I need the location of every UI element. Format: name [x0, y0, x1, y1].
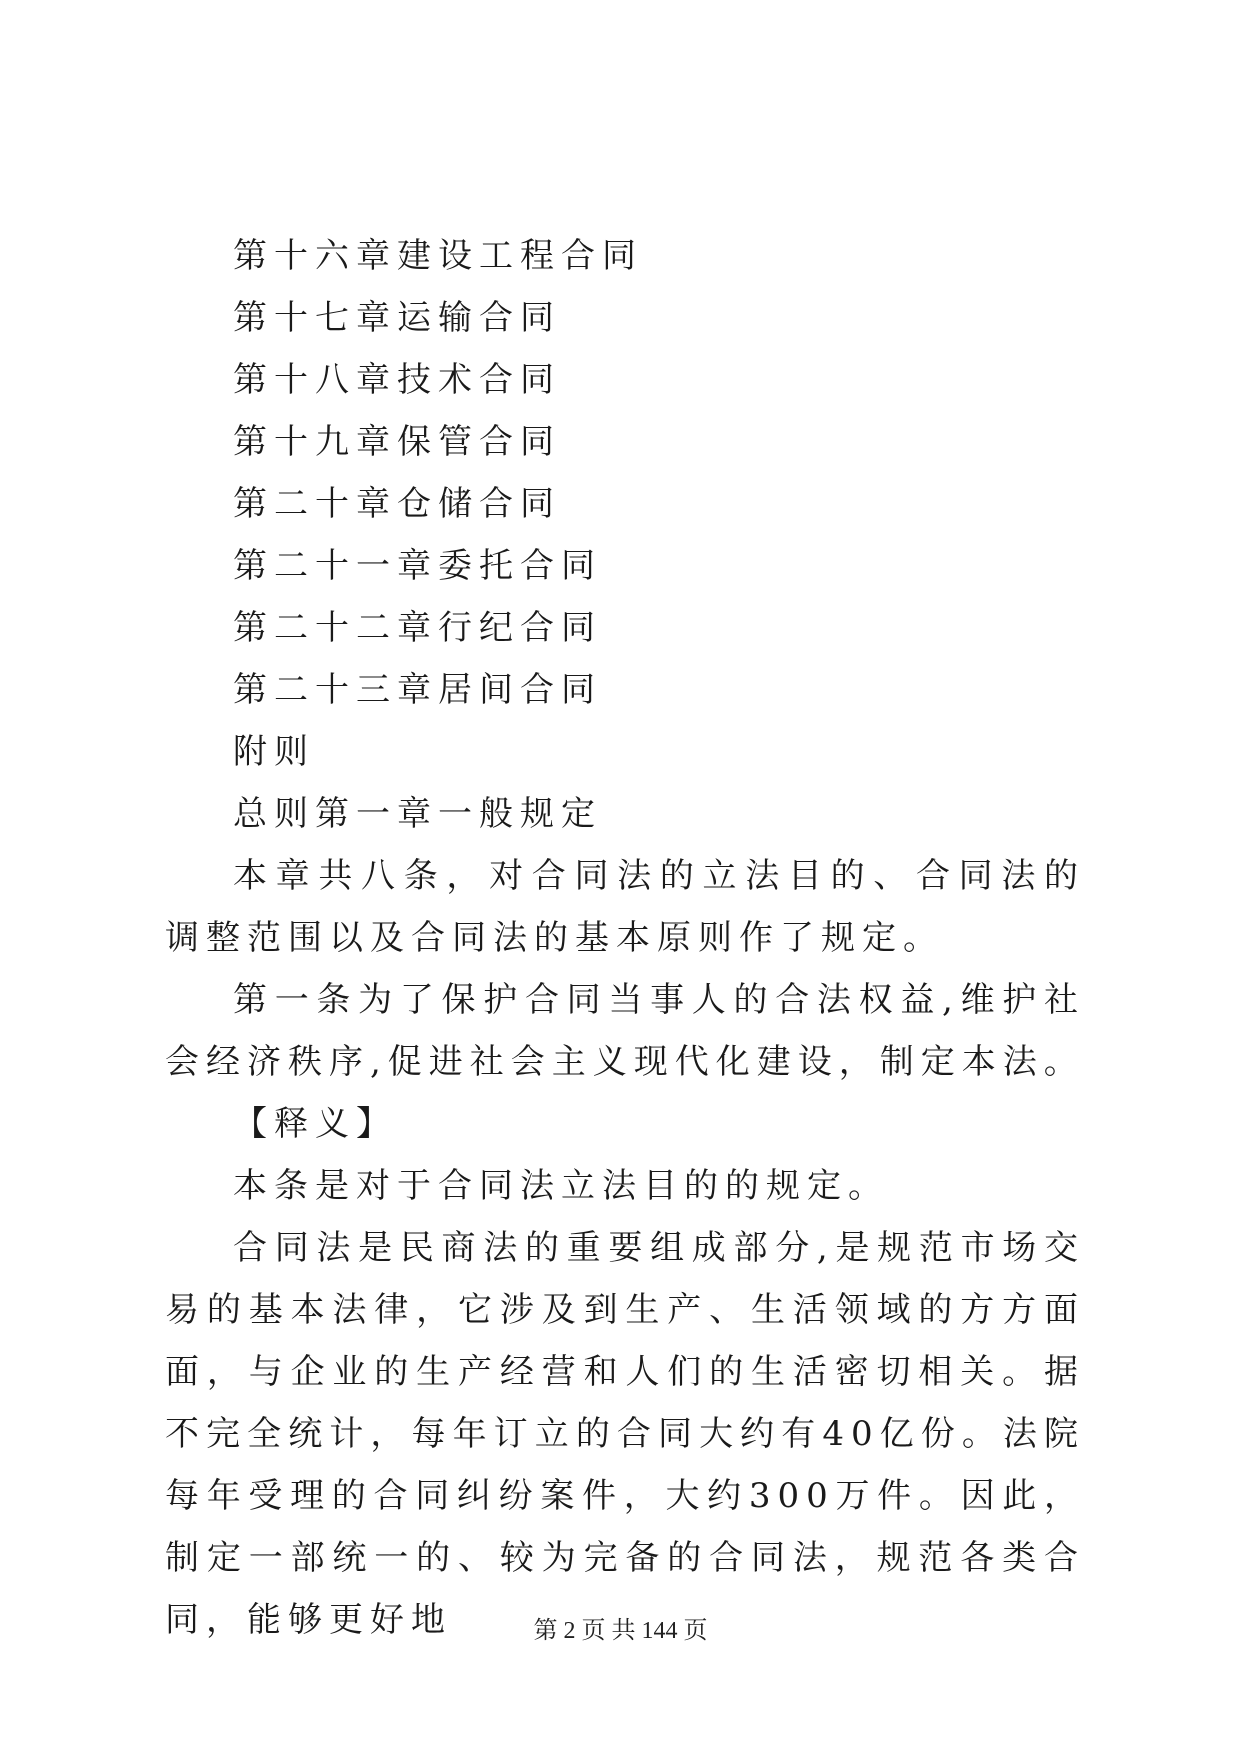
- section-heading: 总则第一章一般规定: [233, 794, 602, 834]
- annotation-label: 【释义】: [233, 1104, 397, 1144]
- toc-item-chapter-19: 第十九章保管合同: [233, 422, 561, 462]
- chapter-summary-paragraph: 本章共八条，对合同法的立法目的、合同法的调整范围以及合同法的基本原则作了规定。: [165, 856, 1085, 958]
- annotation-paragraph: 本条是对于合同法立法目的的规定。: [233, 1166, 889, 1206]
- toc-item-chapter-17: 第十七章运输合同: [233, 298, 561, 338]
- page-footer: 第 2 页 共 144 页: [533, 1618, 708, 1644]
- toc-item-chapter-23: 第二十三章居间合同: [233, 670, 602, 710]
- toc-item-appendix: 附则: [233, 732, 315, 772]
- annotation-paragraph: 合同法是民商法的重要组成部分,是规范市场交易的基本法律，它涉及到生产、生活领域的方方面面，与企业的生产经营和人们的生活密切相关。据不完全统计，每年订立的合同大约有40亿份。法院每年受理的合同纠纷案件，大约300万件。因此，制定一部统一的、较为完备的合同法，规范各类合同，能够更好地: [165, 1228, 1085, 1640]
- page-body: [165, 225, 1085, 1651]
- toc-item-chapter-22: 第二十二章行纪合同: [233, 608, 602, 648]
- toc-item-chapter-18: 第十八章技术合同: [233, 360, 561, 400]
- toc-item-chapter-21: 第二十一章委托合同: [233, 546, 602, 586]
- toc-item-chapter-20: 第二十章仓储合同: [233, 484, 561, 524]
- toc-item-chapter-16: 第十六章建设工程合同: [233, 236, 643, 276]
- article-one-paragraph: 第一条为了保护合同当事人的合法权益,维护社会经济秩序,促进社会主义现代化建设，制定本法。: [165, 980, 1085, 1082]
